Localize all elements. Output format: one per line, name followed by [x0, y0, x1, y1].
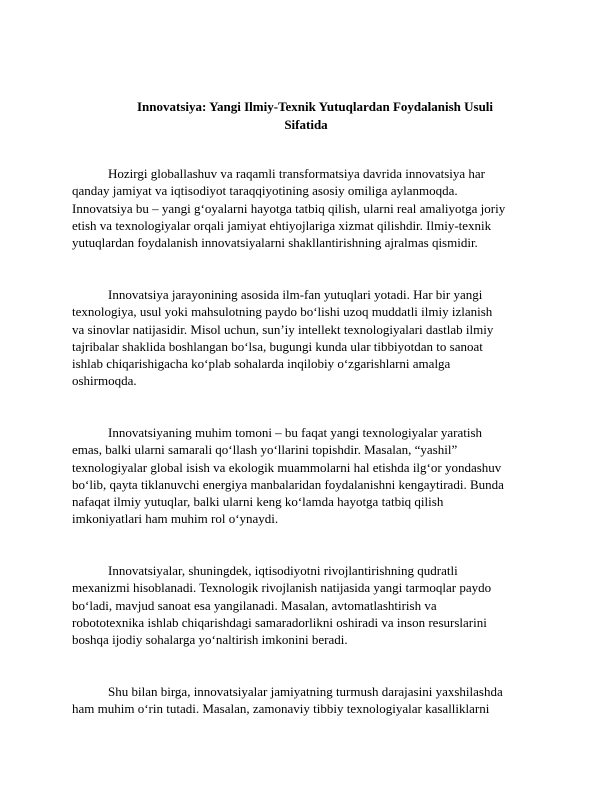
paragraph-line: va sinovlar natijasidir. Misol uchun, sun’iy intellekt texnologiyalari dastlab ilmiy [72, 321, 494, 337]
paragraph-line: emas, balki ularni samarali qo‘llash yo‘llarini topishdir. Masalan, “yashil” [72, 442, 458, 458]
paragraph-5 [72, 683, 542, 718]
paragraph-line: tajribalar shaklida boshlangan bo‘lsa, bugungi kunda ular tibbiyotdan to sanoat [72, 338, 483, 354]
paragraph-2 [72, 286, 542, 390]
paragraph-line: oshirmoqda. [72, 373, 137, 389]
paragraph-line: yutuqlardan foydalanish innovatsiyalarni shakllantirishning ajralmas qismidir. [72, 235, 478, 251]
paragraph-3 [72, 424, 542, 528]
document-title [72, 98, 540, 134]
paragraph-line: robototexnika ishlab chiqarishdagi samaradorlikni oshiradi va inson resurslarini [72, 614, 487, 630]
paragraph-line: texnologiyalar global isish va ekologik muammolarni hal etishda ilg‘or yondashuv [72, 459, 502, 475]
paragraph-1 [72, 165, 542, 251]
paragraph-line: Hozirgi globallashuv va raqamli transformatsiya davrida innovatsiya har [108, 166, 486, 181]
paragraph-line: Shu bilan birga, innovatsiyalar jamiyatning turmush darajasini yaxshilashda [108, 684, 503, 699]
paragraph-line: qanday jamiyat va iqtisodiyot taraqqiyotining asosiy omiliga aylanmoqda. [72, 183, 458, 199]
paragraph-line: Innovatsiya jarayonining asosida ilm-fan yutuqlari yotadi. Har bir yangi [108, 287, 483, 302]
paragraph-line: mexanizmi hisoblanadi. Texnologik rivojlanish natijasida yangi tarmoqlar paydo [72, 580, 492, 596]
paragraph-line: ham muhim o‘rin tutadi. Masalan, zamonaviy tibbiy texnologiyalar kasalliklarni [72, 701, 490, 717]
paragraph-line: texnologiya, usul yoki mahsulotning paydo bo‘lishi uzoq muddatli ilmiy izlanish [72, 304, 493, 320]
document-title-line-2: Sifatida [284, 117, 328, 132]
paragraph-line: ishlab chiqarishigacha ko‘plab sohalarda inqilobiy o‘zgarishlarni amalga [72, 356, 451, 372]
paragraph-line: bo‘ladi, mavjud sanoat esa yangilanadi. Masalan, avtomatlashtirish va [72, 597, 437, 613]
paragraph-line: Innovatsiya bu – yangi g‘oyalarni hayotga tatbiq qilish, ularni real amaliyotga joriy [72, 200, 506, 216]
paragraph-line: etish va texnologiyalar orqali jamiyat ehtiyojlariga xizmat qilishdir. Ilmiy-texnik [72, 217, 492, 233]
paragraph-line: Innovatsiyaning muhim tomoni – bu faqat yangi texnologiyalar yaratish [108, 425, 483, 440]
paragraph-line: Innovatsiyalar, shuningdek, iqtisodiyotni rivojlantirishning qudratli [108, 563, 458, 578]
paragraph-line: imkoniyatlari ham muhim rol o‘ynaydi. [72, 511, 279, 527]
paragraph-line: boshqa ijodiy sohalarga yo‘naltirish imkonini beradi. [72, 632, 348, 648]
paragraph-line: nafaqat ilmiy yutuqlar, balki ularni keng ko‘lamda hayotga tatbiq qilish [72, 494, 444, 510]
paragraph-line: bo‘lib, qayta tiklanuvchi energiya manbalaridan foydalanishni kengaytiradi. Bunda [72, 476, 504, 492]
paragraph-4 [72, 562, 542, 648]
document-title-line-1: Innovatsiya: Yangi Ilmiy-Texnik Yutuqlardan Foydalanish Usuli [136, 99, 494, 114]
